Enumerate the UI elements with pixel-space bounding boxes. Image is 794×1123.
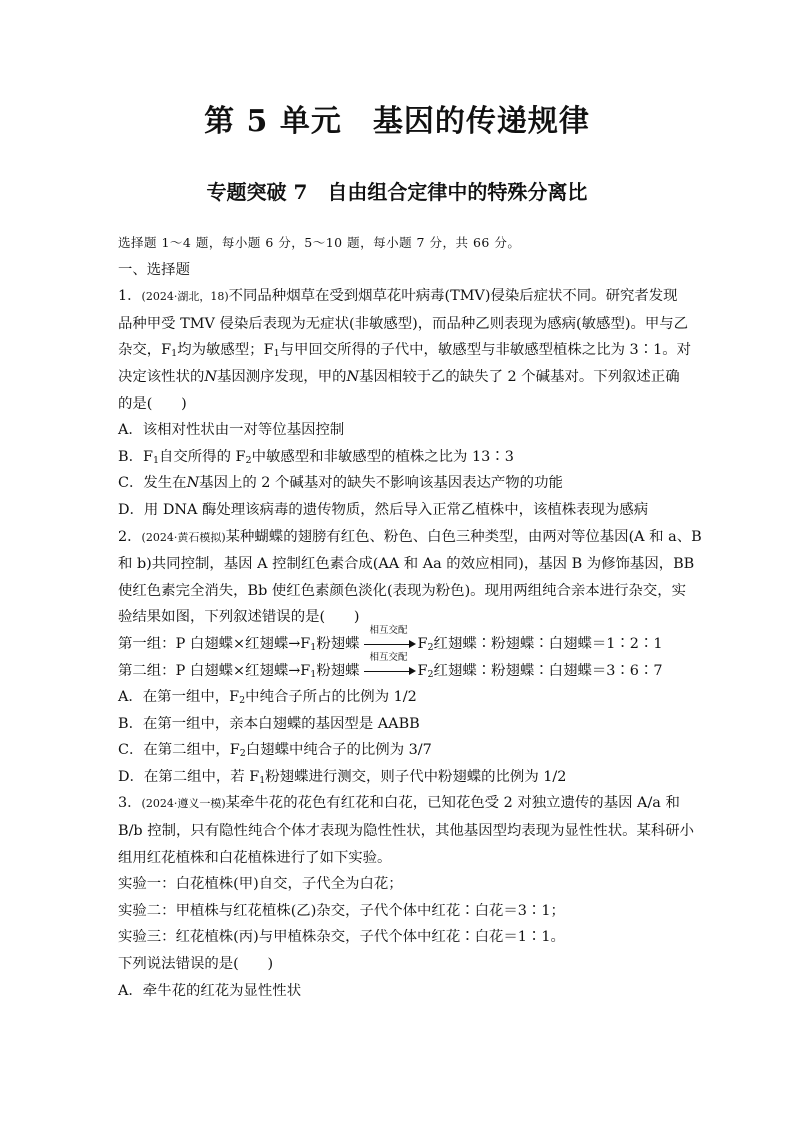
q1-option-c bbox=[118, 470, 698, 497]
arrow-label: 相互交配 bbox=[369, 651, 408, 663]
q2-group-2 bbox=[118, 651, 698, 685]
text: 自交所得的 F bbox=[159, 448, 246, 465]
q2-option-a bbox=[118, 684, 698, 711]
arrow-head bbox=[409, 667, 416, 675]
arrow-head bbox=[409, 640, 416, 648]
q1-option-d: D．用 DNA 酶处理该病毒的遗传物质，然后导入正常乙植株中，该植株表现为感病 bbox=[118, 501, 649, 518]
text: D．在第二组中，若 F bbox=[118, 768, 260, 785]
q3-experiment-2: 实验二：甲植株与红花植株(乙)杂交，子代个体中红花∶白花＝3∶1； bbox=[118, 902, 565, 919]
q2-text: 某种蝴蝶的翅膀有红色、粉色、白色三种类型，由两对等位基因(A 和 a、B bbox=[225, 528, 702, 545]
gene-symbol: N bbox=[346, 368, 360, 385]
subscript: 1 bbox=[171, 348, 178, 360]
question-3 bbox=[118, 790, 698, 1004]
text: 中纯合子所占的比例为 1/2 bbox=[245, 689, 417, 706]
q2-option-d bbox=[118, 764, 698, 791]
text: 粉翅蝶 bbox=[316, 662, 360, 679]
q1-option-a: A．该相对性状由一对等位基因控制 bbox=[118, 422, 345, 439]
reaction-arrow bbox=[362, 624, 416, 651]
q2-line-2: 和 b)共同控制，基因 A 控制红色素合成(AA 和 Aa 的效应相同)，基因 B 为修饰基因，BB bbox=[118, 556, 695, 573]
subscript: 2 bbox=[239, 748, 246, 760]
q1-line-2: 品种甲受 TMV 侵染后表现为无症状(非敏感型)，而品种乙则表现为感病(敏感型)。甲与乙 bbox=[118, 315, 689, 332]
text: 基因测序发现，甲的 bbox=[216, 368, 347, 385]
gene-symbol: N bbox=[204, 368, 217, 385]
text: F bbox=[417, 635, 428, 652]
text: 第二组：P 白翅蝶×红翅蝶→F bbox=[118, 662, 311, 679]
subscript: 2 bbox=[239, 695, 246, 707]
q3-line-3: 组用红花植株和白花植株进行了如下实验。 bbox=[118, 849, 392, 866]
text: 基因上的 2 个碱基对的缺失不影响该基因表达产物的功能 bbox=[199, 475, 563, 492]
subscript: 1 bbox=[273, 348, 280, 360]
text: 第一组：P 白翅蝶×红翅蝶→F bbox=[118, 635, 311, 652]
subscript: 1 bbox=[152, 454, 159, 466]
q3-source: (2024·遵义一模) bbox=[141, 797, 226, 811]
arrow-shaft bbox=[364, 671, 410, 672]
q1-line-4 bbox=[118, 364, 698, 391]
question-1 bbox=[118, 283, 698, 523]
unit-title: 第 5 单元 基因的传递规律 bbox=[204, 104, 590, 139]
subscript: 1 bbox=[310, 641, 317, 653]
q3-ask: 下列说法错误的是( ) bbox=[118, 956, 274, 973]
q1-source: (2024·湖北，18) bbox=[141, 290, 229, 304]
text: 基因相较于乙的缺失了 2 个碱基对。下列叙述正确 bbox=[359, 368, 680, 385]
text: 均为敏感型；F bbox=[177, 342, 274, 359]
q1-number: 1． bbox=[118, 288, 142, 305]
text: 红翅蝶∶粉翅蝶∶白翅蝶＝1∶2∶1 bbox=[433, 635, 663, 652]
subscript: 2 bbox=[427, 641, 434, 653]
q2-line-1 bbox=[118, 524, 702, 552]
question-2 bbox=[118, 524, 702, 791]
q1-line-3 bbox=[118, 337, 698, 364]
q1-line-5: 的是( ) bbox=[118, 395, 187, 412]
q1-line-1 bbox=[118, 283, 698, 311]
text: 中敏感型和非敏感型的植株之比为 13∶3 bbox=[251, 448, 514, 465]
text: C．在第二组中，F bbox=[118, 742, 240, 759]
reaction-arrow bbox=[362, 651, 416, 678]
subscript: 1 bbox=[310, 668, 317, 680]
arrow-label: 相互交配 bbox=[369, 624, 408, 636]
text: 红翅蝶∶粉翅蝶∶白翅蝶＝3∶6∶7 bbox=[433, 662, 663, 679]
text: A．在第一组中，F bbox=[118, 689, 240, 706]
q1-text: 不同品种烟草在受到烟草花叶病毒(TMV)侵染后症状不同。研究者发现 bbox=[228, 288, 678, 305]
text: 粉翅蝶进行测交，则子代中粉翅蝶的比例为 1/2 bbox=[265, 768, 567, 785]
q3-number: 3． bbox=[118, 795, 142, 812]
subscript: 2 bbox=[245, 454, 252, 466]
q3-option-a: A．牵牛花的红花为显性性状 bbox=[118, 982, 302, 999]
text: 粉翅蝶 bbox=[316, 635, 360, 652]
q2-source: (2024·黄石模拟) bbox=[141, 530, 226, 544]
q2-option-b: B．在第一组中，亲本白翅蝶的基因型是 AABB bbox=[118, 715, 420, 732]
subscript: 2 bbox=[427, 668, 434, 680]
subscript: 1 bbox=[259, 774, 266, 786]
q2-line-4: 验结果如图，下列叙述错误的是( ) bbox=[118, 609, 360, 626]
gene-symbol: N bbox=[186, 475, 200, 492]
arrow-shaft bbox=[364, 644, 410, 645]
q3-experiment-1: 实验一：白花植株(甲)自交，子代全为白花； bbox=[118, 876, 403, 893]
text: 与甲回交所得的子代中，敏感型与非敏感型植株之比为 3∶1。对 bbox=[279, 342, 692, 359]
question-body bbox=[118, 230, 702, 1004]
text: C．发生在 bbox=[118, 475, 187, 492]
q2-number: 2． bbox=[118, 528, 142, 545]
text: 决定该性状的 bbox=[118, 368, 205, 385]
text: 白翅蝶中纯合子的比例为 3/7 bbox=[245, 742, 432, 759]
text: B．F bbox=[118, 448, 153, 465]
instructions: 选择题 1～4 题，每小题 6 分，5～10 题，每小题 7 分，共 66 分。 bbox=[118, 235, 521, 250]
topic-title: 专题突破 7 自由组合定律中的特殊分离比 bbox=[206, 180, 588, 204]
q2-option-c bbox=[118, 737, 698, 764]
q2-line-3: 使红色素完全消失，Bb 使红色素颜色淡化(表现为粉色)。现用两组纯合亲本进行杂交，实 bbox=[118, 582, 687, 599]
text: 杂交，F bbox=[118, 342, 172, 359]
section-heading: 一、选择题 bbox=[118, 261, 190, 278]
q3-experiment-3: 实验三：红花植株(丙)与甲植株杂交，子代个体中红花∶白花＝1∶1。 bbox=[118, 929, 565, 946]
q1-option-b bbox=[118, 444, 698, 471]
q3-line-2: B/b 控制，只有隐性纯合个体才表现为隐性性状，其他基因型均表现为显性性状。某科研小 bbox=[118, 823, 695, 840]
q3-line-1 bbox=[118, 790, 698, 818]
text: F bbox=[417, 662, 428, 679]
q3-text: 某牵牛花的花色有红花和白花，已知花色受 2 对独立遗传的基因 A/a 和 bbox=[225, 795, 680, 812]
